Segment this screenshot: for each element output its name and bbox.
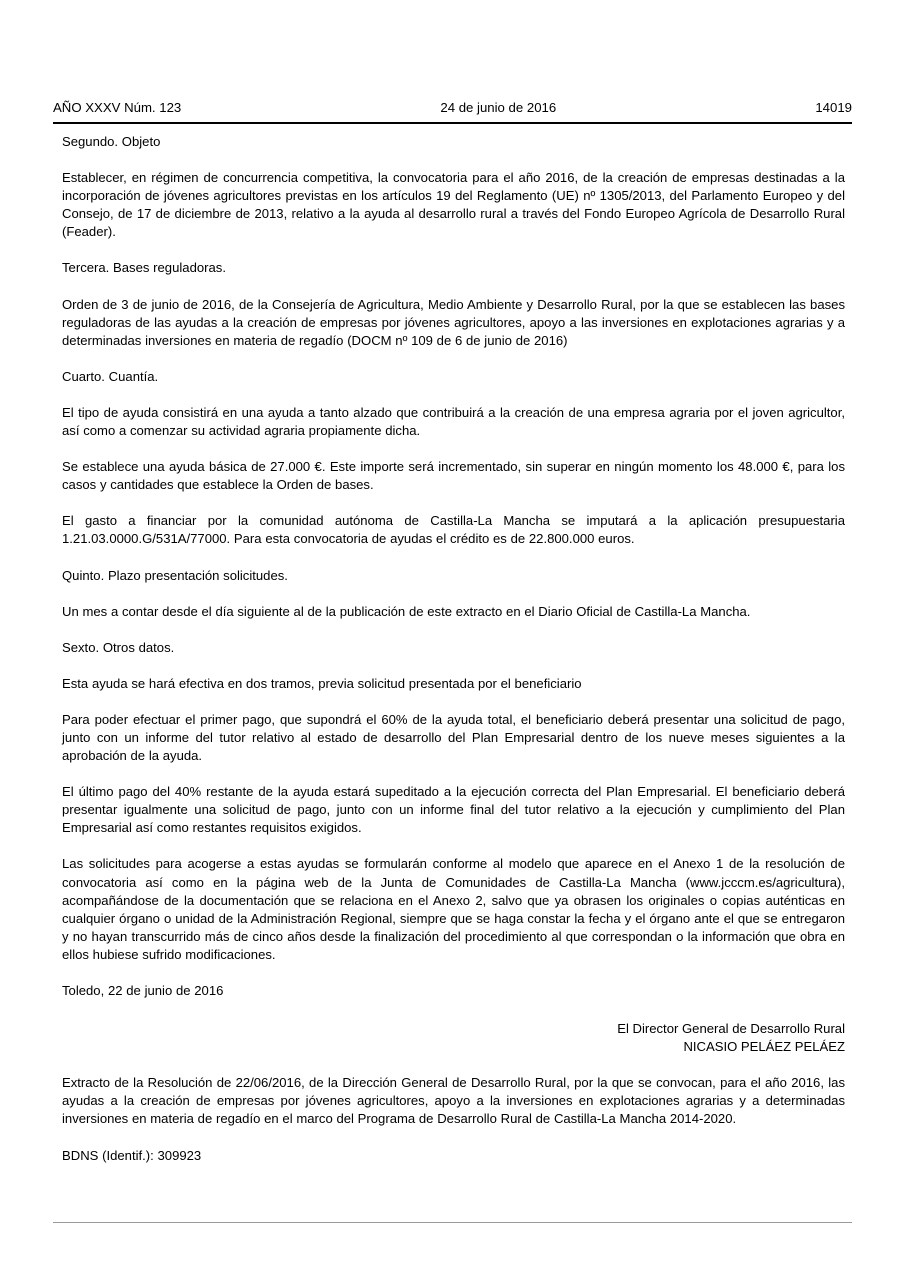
running-head-issue: AÑO XXXV Núm. 123: [53, 100, 182, 115]
paragraph-plazo: Un mes a contar desde el día siguiente al de la publicación de este extracto en el Diario Oficial de Castilla-La Mancha.: [62, 603, 751, 619]
running-head: [53, 100, 852, 116]
signature-block: [62, 1018, 845, 1056]
signature-name: NICASIO PELÁEZ PELÁEZ: [683, 1039, 845, 1055]
heading-sexto: Sexto. Otros datos.: [62, 639, 175, 655]
paragraph-tipo-ayuda: El tipo de ayuda consistirá en una ayuda a tanto alzado que contribuirá a la creación de una empresa agraria por el joven agricultor, así como a comenzar su actividad agraria propiamente dicha.: [62, 404, 845, 439]
paragraph-solicitudes-anexos: Las solicitudes para acogerse a estas ayudas se formularán conforme al modelo que aparece en el Anexo 1 de la resolución de convocatoria así como en la página web de la Junta de Comunidades de Castilla-La Mancha (www.jcccm.es/agricultura), acompañándose de la documentación que se relaciona en el Anexo 2, salvo que ya obrasen los originales o copias auténticas en cualquier órgano o unidad de la Administración Regional, siempre que se haga constar la fecha y el órgano ante el que se entregaron y no hayan transcurrido más de cinco años desde la finalización del procedimiento al que correspondan o la información que obra en ellos hubiese sufrido modificaciones.: [62, 856, 845, 962]
heading-tercera: Tercera. Bases reguladoras.: [62, 260, 226, 276]
signature-spacer: [62, 1056, 845, 1074]
heading-cuarto: Cuarto. Cuantía.: [62, 368, 159, 384]
footer-divider: [53, 1222, 852, 1223]
paragraph-extracto-resolucion: Extracto de la Resolución de 22/06/2016, de la Dirección General de Desarrollo Rural, por la que se convocan, para el año 2016, las ayudas a la creación de empresas por jóvenes agricultores, apoyo a la inversiones en explotaciones agrarias y a determinadas inversiones en materia de regadío en el marco del Programa de Desarrollo Rural de Castilla-La Mancha 2014-2020.: [62, 1075, 845, 1127]
paragraph-objeto: Establecer, en régimen de concurrencia competitiva, la convocatoria para el año 2016, de la creación de empresas destinadas a la incorporación de jóvenes agricultores previstas en los artículos 19 del Reglamento (UE) nº 1305/2013, del Parlamento Europeo y del Consejo, de 17 de diciembre de 2013, relativo a la ayuda al desarrollo rural a través del Fondo Europeo Agrícola de Desarrollo Rural (Feader).: [62, 170, 845, 240]
paragraph-dos-tramos: Esta ayuda se hará efectiva en dos tramos, previa solicitud presentada por el beneficiario: [62, 675, 582, 691]
paragraph-ayuda-basica: Se establece una ayuda básica de 27.000 €. Este importe será incrementado, sin superar en ningún momento los 48.000 €, para los casos y cantidades que establece la Orden de bases.: [62, 459, 845, 493]
heading-quinto: Quinto. Plazo presentación solicitudes.: [62, 567, 288, 583]
running-head-page-number: 14019: [815, 100, 852, 115]
paragraph-gasto-financiar: El gasto a financiar por la comunidad autónoma de Castilla-La Mancha se imputará a la aplicación presupuestaria 1.21.03.0000.G/531A/77000. Para esta convocatoria de ayudas el crédito es de 22.800.000 euros.: [62, 513, 845, 547]
paragraph-ultimo-pago: El último pago del 40% restante de la ayuda estará supeditado a la ejecución correcta del Plan Empresarial. El beneficiario deberá presentar igualmente una solicitud de pago, junto con un informe final del tutor relativo a la ejecución y cumplimiento del Plan Empresarial así como restantes requisitos exigidos.: [62, 784, 845, 836]
header-divider: [53, 122, 852, 124]
paragraph-lugar-fecha: Toledo, 22 de junio de 2016: [62, 983, 224, 998]
bdns-identifier: BDNS (Identif.): 309923: [62, 1147, 202, 1163]
paragraph-bases-reguladoras: Orden de 3 de junio de 2016, de la Consejería de Agricultura, Medio Ambiente y Desarrollo Rural, por la que se establecen las bases reguladoras de las ayudas a la creación de empresas por jóvenes agricultores, apoyo a las inversiones en explotaciones agrarias y a determinadas inversiones en materia de regadío (DOCM nº 109 de 6 de junio de 2016): [62, 296, 845, 348]
document-body: [62, 133, 845, 1183]
signature-title: El Director General de Desarrollo Rural: [617, 1021, 845, 1037]
paragraph-primer-pago: Para poder efectuar el primer pago, que supondrá el 60% de la ayuda total, el beneficiario deberá presentar una solicitud de pago, junto con un informe del tutor relativo al estado de desarrollo del Plan Empresarial dentro de los nueve meses siguientes a la aprobación de la ayuda.: [62, 711, 845, 764]
running-head-date: 24 de junio de 2016: [440, 100, 557, 115]
heading-segundo: Segundo. Objeto: [62, 134, 161, 149]
